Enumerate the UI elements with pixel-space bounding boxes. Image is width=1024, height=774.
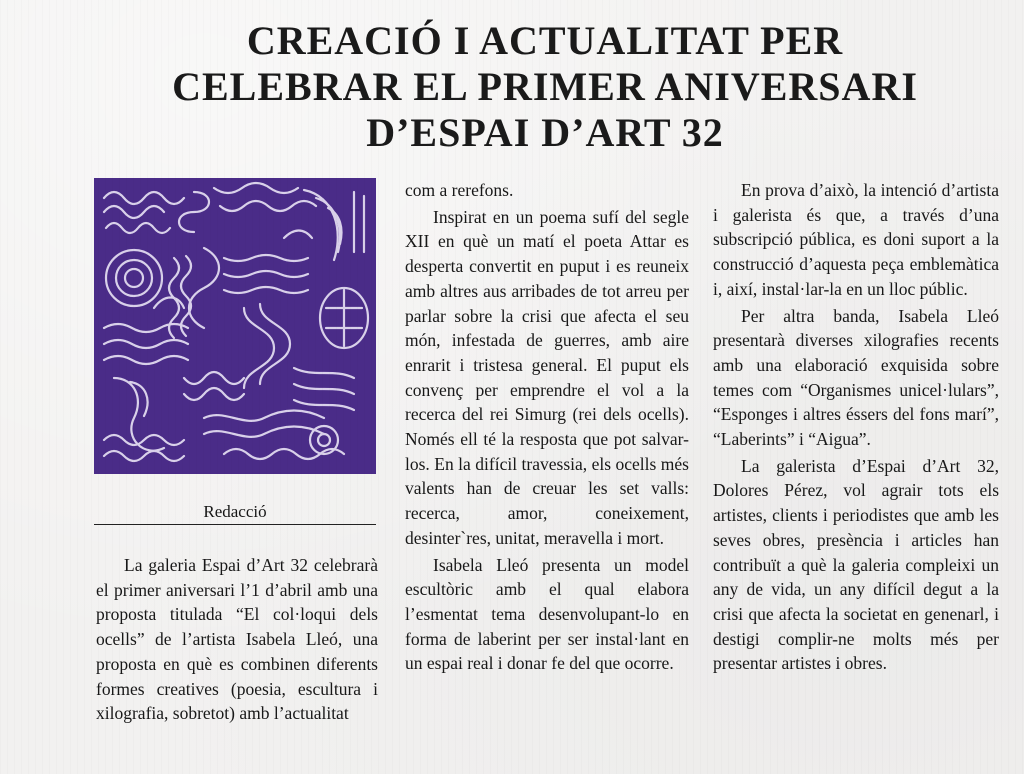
paragraph-continuation: com a rerefons. bbox=[405, 180, 514, 200]
headline-line-1: CREACIÓ I ACTUALITAT PER bbox=[246, 18, 844, 63]
paragraph: Per altra banda, Isabela Lleó presentarà diverses xilografies recents amb una elaboració exquisida sobre temes com “Organismes unicel·lulars”, “Esponges i altres éssers del fons marí”, “Laberints” i “Aigua”. bbox=[713, 305, 999, 450]
byline: Redacció bbox=[203, 502, 267, 521]
article-column-3 bbox=[713, 178, 999, 676]
paragraph: La galeria Espai d’Art 32 celebrarà el primer aniversari l’1 d’abril amb una proposta titulada “El col·loqui dels ocells” de l’artista Isabela Lleó, una proposta en què es combinen diferents formes creatives (poesia, escultura i xilografia, sobretot) amb l’actualitat bbox=[96, 555, 378, 724]
paragraph: En prova d’això, la intenció d’artista i galerista és que, a través d’una subscripció pública, es doni suport a la construcció d’aquesta peça emblemàtica i, així, instal·lar-la en un lloc públic. bbox=[713, 180, 999, 299]
paragraph: Inspirat en un poema sufí del segle XII en què un matí el poeta Attar es desperta convertit en puput i es reuneix amb altres aus arribades de tot arreu per parlar sobre la crisi que afecta el seu món, infestada de guerres, amb aire enrarit i tristesa general. El puput els convenç per emprendre el vol a la recerca del rei Simurg (rei dels ocells). Només ell té la resposta que pot salvar-los. En la difícil travessia, els ocells més valents han de creuar les set valls: recerca, amor, coneixement, desinter`res, unitat, meravella i mort. bbox=[405, 206, 689, 548]
artwork-image bbox=[94, 178, 376, 474]
paragraph: Isabela Lleó presenta un model escultòric amb el qual elabora l’esmentat tema desenvolupant-lo en forma de laberint per ser instal·lant en un espai real i donar fe del que ocorre. bbox=[405, 554, 689, 674]
artwork-pattern bbox=[94, 178, 376, 474]
byline-rule bbox=[94, 524, 376, 525]
article-headline bbox=[80, 18, 1010, 156]
headline-line-2: CELEBRAR EL PRIMER ANIVERSARI bbox=[172, 64, 918, 109]
paragraph: La galerista d’Espai d’Art 32, Dolores Pérez, vol agrair tots els artistes, clients i periodistes que amb les seves obres, presència i articles han contribuït a què la galeria compleixi un any de vida, un any difícil degut a la crisi que afecta la societat en genenarl, i destigi complir-ne molts més per presentar artistes i obres. bbox=[713, 455, 999, 674]
article-column-2 bbox=[405, 178, 689, 676]
article-column-1 bbox=[96, 553, 378, 726]
headline-line-3: D’ESPAI D’ART 32 bbox=[366, 110, 724, 155]
